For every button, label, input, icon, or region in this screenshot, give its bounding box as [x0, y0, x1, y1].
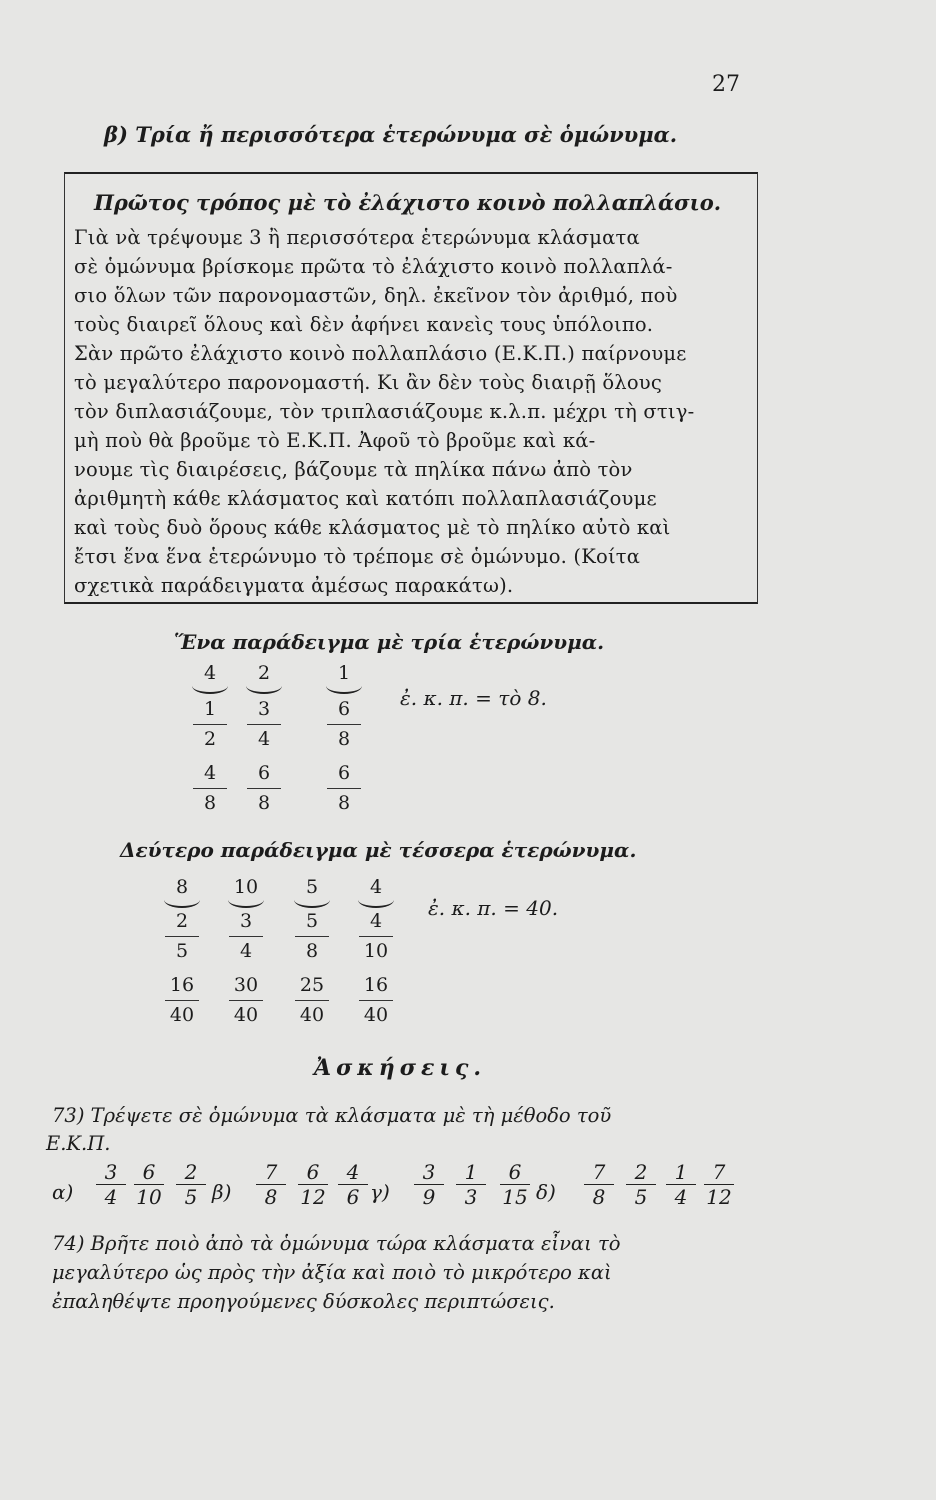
exercise-label: γ) — [370, 1180, 390, 1204]
fraction-denominator: 8 — [264, 1185, 278, 1209]
fraction-numerator: 1 — [456, 1160, 486, 1185]
fraction-denominator: 3 — [464, 1185, 478, 1209]
exercise-fraction — [704, 1160, 734, 1209]
denominator: 10 — [363, 940, 389, 962]
fraction-numerator: 3 — [414, 1160, 444, 1185]
result-numerator: 16 — [363, 974, 389, 996]
result-numerator: 6 — [257, 762, 271, 784]
denominator: 2 — [203, 728, 217, 750]
brace-mark — [228, 892, 264, 908]
exercise-fraction — [256, 1160, 286, 1209]
rule-line: ἀριθμητὴ κάθε κλάσματος καὶ κατόπι πολλαπλασιάζουμε — [74, 487, 657, 510]
exercise-fraction — [500, 1160, 530, 1209]
exercise-label: α) — [52, 1180, 74, 1204]
exercise-fraction — [626, 1160, 656, 1209]
exercise-fraction — [96, 1160, 126, 1209]
exercise-74-text: μεγαλύτερο ὡς πρὸς τὴν ἀξία καὶ ποιὸ τὸ μικρότερο καὶ — [52, 1261, 612, 1284]
example1-title: Ἕνα παράδειγμα μὲ τρία ἑτερώνυμα. — [174, 630, 605, 654]
result-numerator: 6 — [337, 762, 351, 784]
fraction-denominator: 10 — [136, 1185, 162, 1209]
brace-mark — [246, 678, 282, 694]
numerator: 4 — [369, 910, 383, 932]
numerator: 3 — [239, 910, 253, 932]
exercise-fraction — [176, 1160, 206, 1209]
multiplier: 1 — [337, 662, 351, 684]
fraction-numerator: 2 — [176, 1160, 206, 1185]
brace-mark — [192, 678, 228, 694]
rule-line: τὸ μεγαλύτερο παρονομαστή. Κι ἂν δὲν τοὺς διαιρῇ ὅλους — [74, 371, 662, 394]
fraction-numerator: 4 — [338, 1160, 368, 1185]
exercise-fraction — [456, 1160, 486, 1209]
exercise-fraction — [666, 1160, 696, 1209]
rule-line: Γιὰ νὰ τρέψουμε 3 ἢ περισσότερα ἑτερώνυμα κλάσματα — [74, 226, 640, 249]
fraction-bar — [295, 936, 329, 937]
exercise-fraction — [298, 1160, 328, 1209]
fraction-bar — [359, 1000, 393, 1001]
fraction-numerator: 6 — [500, 1160, 530, 1185]
exercise-73-text: 73) Τρέψετε σὲ ὁμώνυμα τὰ κλάσματα μὲ τὴ μέθοδο τοῦ — [52, 1104, 612, 1127]
rule-line: σὲ ὁμώνυμα βρίσκομε πρῶτα τὸ ἐλάχιστο κοινὸ πολλαπλά- — [74, 255, 673, 278]
brace-mark — [164, 892, 200, 908]
result-denominator: 40 — [363, 1004, 389, 1026]
fraction-denominator: 8 — [592, 1185, 606, 1209]
result-numerator: 4 — [203, 762, 217, 784]
fraction-numerator: 7 — [584, 1160, 614, 1185]
rule-line: τὸν διπλασιάζουμε, τὸν τριπλασιάζουμε κ.λ.π. μέχρι τὴ στιγ- — [74, 400, 695, 423]
exercise-label: β) — [212, 1180, 232, 1204]
example2-lcm: ἐ. κ. π. = 40. — [428, 896, 559, 920]
result-numerator: 30 — [233, 974, 259, 996]
multiplier: 8 — [175, 876, 189, 898]
result-denominator: 8 — [203, 792, 217, 814]
fraction-bar — [327, 788, 361, 789]
fraction-denominator: 12 — [706, 1185, 732, 1209]
fraction-bar — [247, 724, 281, 725]
rule-box-title: Πρῶτος τρόπος μὲ τὸ ἐλάχιστο κοινὸ πολλαπλάσιο. — [94, 190, 722, 215]
fraction-bar — [247, 788, 281, 789]
fraction-bar — [295, 1000, 329, 1001]
fraction-bar — [165, 936, 199, 937]
denominator: 4 — [257, 728, 271, 750]
fraction-numerator: 6 — [134, 1160, 164, 1185]
rule-line: σχετικὰ παράδειγματα ἀμέσως παρακάτω). — [74, 574, 514, 597]
multiplier: 4 — [203, 662, 217, 684]
fraction-denominator: 12 — [300, 1185, 326, 1209]
fraction-numerator: 1 — [666, 1160, 696, 1185]
exercise-73-text: Ε.Κ.Π. — [46, 1132, 111, 1155]
multiplier: 5 — [305, 876, 319, 898]
result-denominator: 8 — [257, 792, 271, 814]
numerator: 3 — [257, 698, 271, 720]
rule-line: νουμε τὶς διαιρέσεις, βάζουμε τὰ πηλίκα πάνω ἀπὸ τὸν — [74, 458, 633, 481]
fraction-bar — [327, 724, 361, 725]
fraction-bar — [229, 936, 263, 937]
denominator: 5 — [175, 940, 189, 962]
example1-lcm: ἐ. κ. π. = τὸ 8. — [400, 686, 547, 710]
denominator: 8 — [305, 940, 319, 962]
section-heading: β) Τρία ἤ περισσότερα ἑτερώνυμα σὲ ὁμώνυμα. — [104, 122, 678, 147]
fraction-numerator: 7 — [256, 1160, 286, 1185]
exercise-74-text: 74) Βρῆτε ποιὸ ἀπὸ τὰ ὁμώνυμα τώρα κλάσματα εἶναι τὸ — [52, 1232, 621, 1255]
fraction-numerator: 3 — [96, 1160, 126, 1185]
fraction-denominator: 4 — [104, 1185, 118, 1209]
result-numerator: 16 — [169, 974, 195, 996]
result-denominator: 40 — [233, 1004, 259, 1026]
numerator: 1 — [203, 698, 217, 720]
fraction-denominator: 5 — [634, 1185, 648, 1209]
fraction-bar — [165, 1000, 199, 1001]
exercises-title: Ἀσκήσεις. — [314, 1055, 487, 1081]
rule-line: μὴ ποὺ θὰ βροῦμε τὸ Ε.Κ.Π. Ἀφοῦ τὸ βροῦμε καὶ κά- — [74, 429, 596, 452]
fraction-numerator: 7 — [704, 1160, 734, 1185]
fraction-bar — [229, 1000, 263, 1001]
fraction-denominator: 9 — [422, 1185, 436, 1209]
rule-line: καὶ τοὺς δυὸ ὅρους κάθε κλάσματος μὲ τὸ πηλίκο αὐτὸ καὶ — [74, 516, 671, 539]
example2-title: Δεύτερο παράδειγμα μὲ τέσσερα ἑτερώνυμα. — [120, 838, 637, 862]
brace-mark — [294, 892, 330, 908]
exercise-74-text: ἐπαληθέψτε προηγούμενες δύσκολες περιπτώσεις. — [52, 1290, 555, 1313]
denominator: 8 — [337, 728, 351, 750]
result-denominator: 40 — [169, 1004, 195, 1026]
rule-line: σιο ὅλων τῶν παρονομαστῶν, δηλ. ἐκεῖνον τὸν ἀριθμό, ποὺ — [74, 284, 678, 307]
fraction-denominator: 15 — [502, 1185, 528, 1209]
result-denominator: 8 — [337, 792, 351, 814]
brace-mark — [326, 678, 362, 694]
rule-line: τοὺς διαιρεῖ ὅλους καὶ δὲν ἀφήνει κανεὶς τους ὑπόλοιπο. — [74, 313, 654, 336]
fraction-bar — [359, 936, 393, 937]
result-denominator: 40 — [299, 1004, 325, 1026]
fraction-denominator: 5 — [184, 1185, 198, 1209]
exercise-fraction — [338, 1160, 368, 1209]
fraction-denominator: 6 — [346, 1185, 360, 1209]
fraction-bar — [193, 724, 227, 725]
exercise-fraction — [134, 1160, 164, 1209]
exercise-fraction — [414, 1160, 444, 1209]
page-number: 27 — [712, 72, 740, 97]
multiplier: 10 — [233, 876, 259, 898]
numerator: 5 — [305, 910, 319, 932]
brace-mark — [358, 892, 394, 908]
numerator: 6 — [337, 698, 351, 720]
rule-line: Σὰν πρῶτο ἐλάχιστο κοινὸ πολλαπλάσιο (Ε.Κ.Π.) παίρνουμε — [74, 342, 687, 365]
multiplier: 4 — [369, 876, 383, 898]
fraction-bar — [193, 788, 227, 789]
result-numerator: 25 — [299, 974, 325, 996]
fraction-denominator: 4 — [674, 1185, 688, 1209]
rule-line: ἔτσι ἕνα ἕνα ἑτερώνυμο τὸ τρέπομε σὲ ὁμώνυμο. (Κοίτα — [74, 545, 641, 568]
fraction-numerator: 6 — [298, 1160, 328, 1185]
denominator: 4 — [239, 940, 253, 962]
exercise-fraction — [584, 1160, 614, 1209]
numerator: 2 — [175, 910, 189, 932]
fraction-numerator: 2 — [626, 1160, 656, 1185]
exercise-label: δ) — [536, 1180, 556, 1204]
multiplier: 2 — [257, 662, 271, 684]
